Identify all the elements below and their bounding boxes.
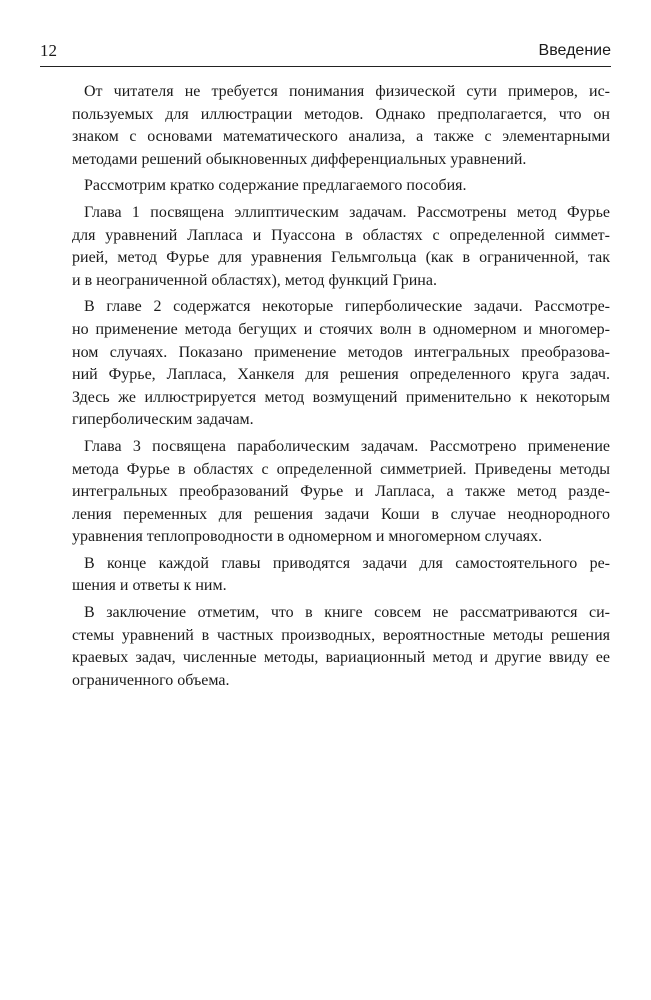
text-line: рией, метод Фурье для уравнения Гельмгольца (как в ограниченной, так (72, 249, 610, 267)
text-line: пользуемых для иллюстрации методов. Однако предполагается, что он (72, 105, 610, 123)
paragraph (72, 81, 610, 171)
text-line: ний Фурье, Лапласа, Ханкеля для решения определенного круга задач. (72, 366, 610, 384)
text-line: Рассмотрим кратко содержание предлагаемого пособия. (84, 177, 467, 195)
header-rule (40, 66, 611, 67)
running-head (40, 40, 611, 64)
paragraph (72, 553, 610, 598)
text-line: ограниченного объема. (72, 671, 230, 689)
text-line: гиперболическим задачам. (72, 411, 254, 429)
text-line: В конце каждой главы приводятся задачи для самостоятельного ре- (84, 554, 610, 572)
text-line: В заключение отметим, что в книге совсем не рассматриваются си- (84, 604, 610, 622)
text-line: интегральных преобразований Фурье и Лапласа, а также метод разде- (72, 483, 610, 501)
text-line: знаком с основами математического анализа, а также с элементарными (72, 128, 610, 146)
text-line: методами решений обыкновенных дифференциальных уравнений. (72, 150, 527, 168)
text-line: шения и ответы к ним. (72, 577, 227, 595)
text-line: Глава 3 посвящена параболическим задачам. Рассмотрено применение (84, 437, 610, 455)
paragraph (72, 602, 610, 692)
text-line: и в неограниченной областях), метод функций Грина. (72, 271, 437, 289)
text-line: для уравнений Лапласа и Пуассона в областях с определенной симмет- (72, 226, 610, 244)
text-line: От читателя не требуется понимания физической сути примеров, ис- (84, 83, 610, 100)
text-line: ном случаях. Показано применение методов интегральных преобразова- (72, 343, 610, 361)
text-line: Глава 1 посвящена эллиптическим задачам. Рассмотрены метод Фурье (84, 203, 610, 221)
text-line: Здесь же иллюстрируется метод возмущений применительно к некоторым (72, 388, 610, 406)
body-text (72, 81, 610, 696)
text-line: стемы уравнений в частных производных, вероятностные методы решения (72, 626, 610, 644)
text-line: уравнения теплопроводности в одномерном и многомерном случаях. (72, 528, 543, 546)
text-line: ления переменных для решения задачи Коши в случае неоднородного (72, 505, 610, 523)
paragraph (72, 175, 610, 198)
text-line: краевых задач, численные методы, вариационный метод и другие ввиду ее (72, 649, 610, 667)
text-line: метода Фурье в областях с определенной симметрией. Приведены методы (72, 460, 610, 478)
text-line: но применение метода бегущих и стоячих волн в одномерном и многомер- (72, 320, 610, 338)
paragraph (72, 202, 610, 292)
page-number: 12 (40, 41, 57, 60)
paragraph (72, 436, 610, 549)
running-title: Введение (538, 42, 611, 59)
paragraph (72, 296, 610, 432)
text-line: В главе 2 содержатся некоторые гиперболические задачи. Рассмотре- (84, 298, 610, 316)
